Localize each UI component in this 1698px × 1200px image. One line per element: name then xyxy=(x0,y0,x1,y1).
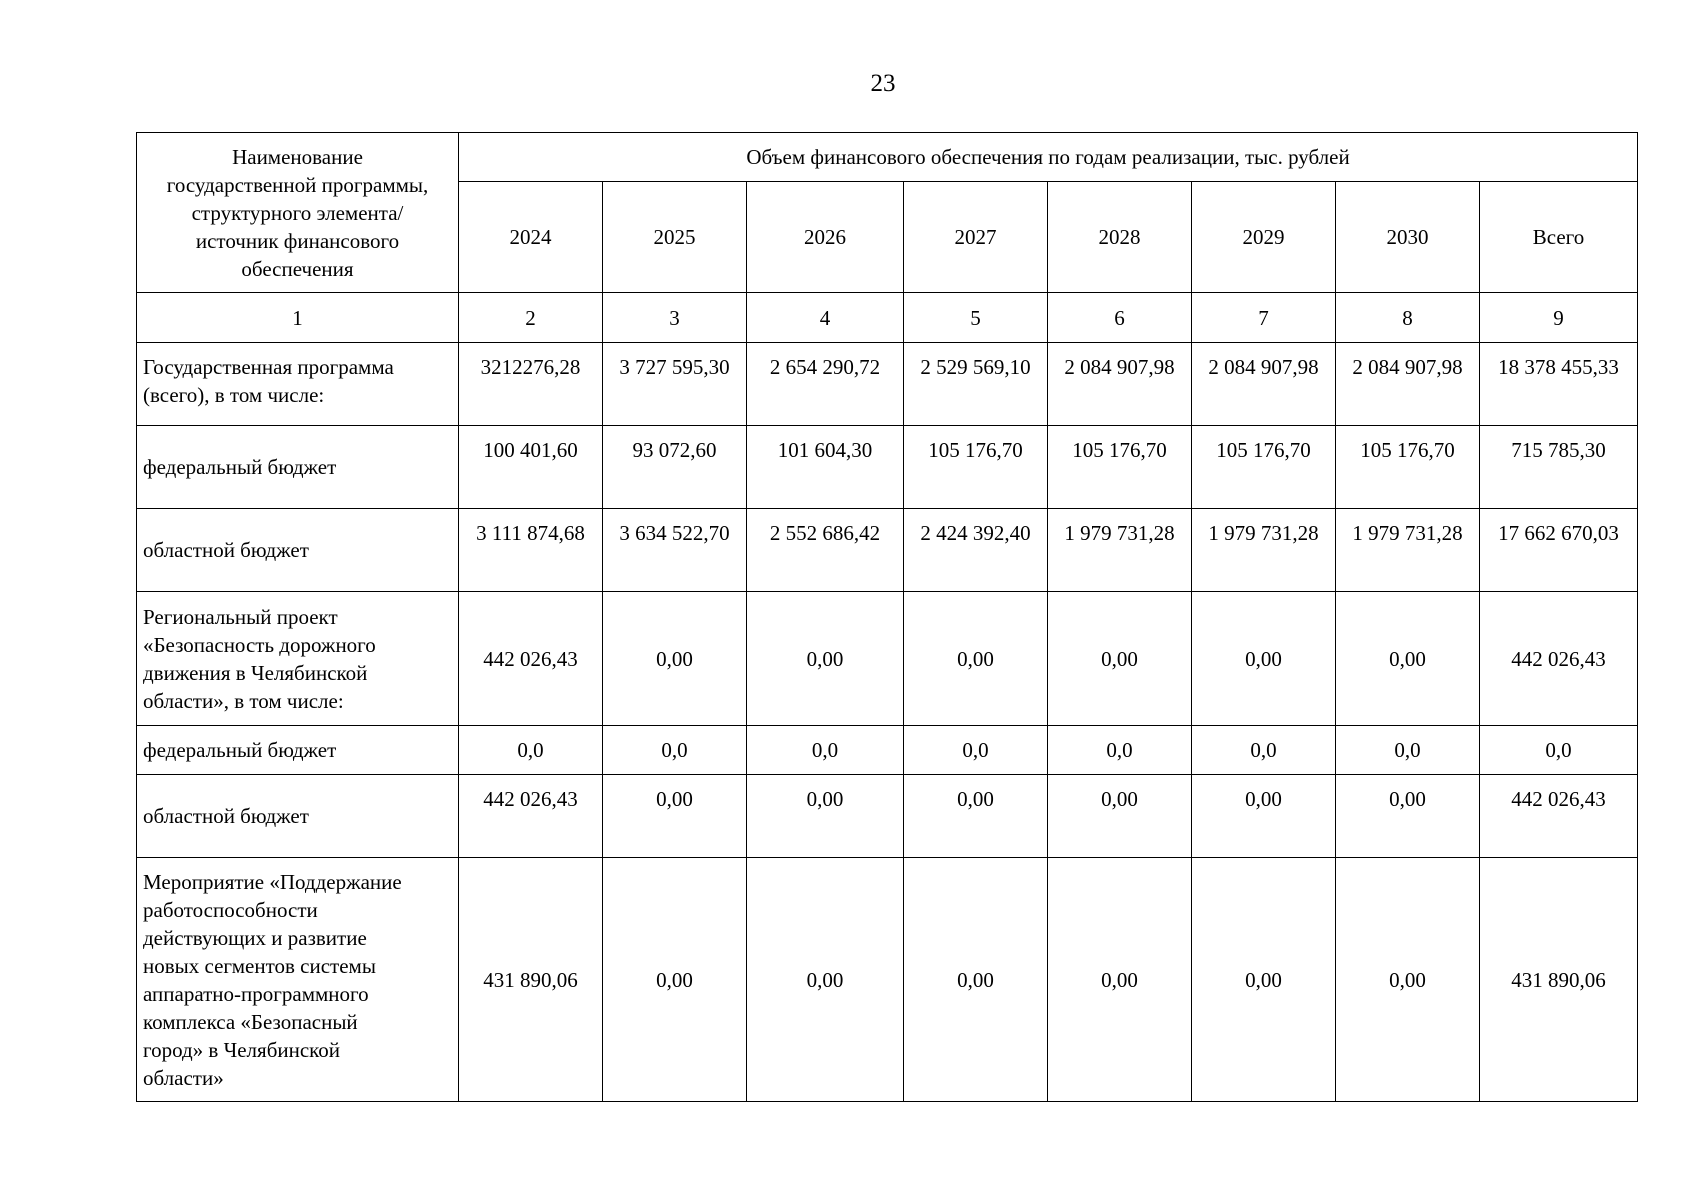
header-year: 2029 xyxy=(1192,182,1336,293)
cell-value: 1 979 731,28 xyxy=(1048,509,1192,592)
column-number: 5 xyxy=(904,293,1048,343)
cell-value: 0,00 xyxy=(1336,858,1480,1102)
cell-value: 3 727 595,30 xyxy=(603,343,747,426)
cell-value-total: 442 026,43 xyxy=(1480,592,1638,726)
header-row-column-numbers xyxy=(137,293,1638,343)
column-number: 7 xyxy=(1192,293,1336,343)
cell-value: 0,0 xyxy=(904,726,1048,775)
header-year: 2027 xyxy=(904,182,1048,293)
cell-value: 0,00 xyxy=(603,775,747,858)
column-number: 9 xyxy=(1480,293,1638,343)
cell-value: 0,00 xyxy=(904,592,1048,726)
cell-value: 105 176,70 xyxy=(1048,426,1192,509)
cell-value-total: 442 026,43 xyxy=(1480,775,1638,858)
cell-value: 0,0 xyxy=(1336,726,1480,775)
cell-value: 0,00 xyxy=(747,858,904,1102)
cell-value: 2 084 907,98 xyxy=(1192,343,1336,426)
financing-table xyxy=(136,132,1638,1102)
cell-value: 442 026,43 xyxy=(459,775,603,858)
header-year: 2030 xyxy=(1336,182,1480,293)
cell-value: 442 026,43 xyxy=(459,592,603,726)
header-name-column: Наименование государственной программы, структурного элемента/ источник финансового обеспечения xyxy=(137,133,459,293)
cell-value: 0,00 xyxy=(1336,775,1480,858)
cell-value: 3212276,28 xyxy=(459,343,603,426)
header-span-title: Объем финансового обеспечения по годам реализации, тыс. рублей xyxy=(459,133,1638,182)
cell-value: 0,0 xyxy=(603,726,747,775)
cell-value: 0,0 xyxy=(747,726,904,775)
cell-value: 93 072,60 xyxy=(603,426,747,509)
cell-value: 3 634 522,70 xyxy=(603,509,747,592)
row-name: федеральный бюджет xyxy=(137,726,459,775)
row-name: Государственная программа (всего), в том числе: xyxy=(137,343,459,426)
cell-value: 2 654 290,72 xyxy=(747,343,904,426)
row-name: областной бюджет xyxy=(137,775,459,858)
cell-value: 0,00 xyxy=(1192,775,1336,858)
cell-value: 105 176,70 xyxy=(1192,426,1336,509)
column-number: 4 xyxy=(747,293,904,343)
cell-value: 0,00 xyxy=(603,592,747,726)
column-number: 2 xyxy=(459,293,603,343)
cell-value: 0,00 xyxy=(747,775,904,858)
table-row-regional-project xyxy=(137,592,1638,726)
cell-value: 101 604,30 xyxy=(747,426,904,509)
row-name: областной бюджет xyxy=(137,509,459,592)
column-number: 6 xyxy=(1048,293,1192,343)
header-total: Всего xyxy=(1480,182,1638,293)
column-number: 3 xyxy=(603,293,747,343)
cell-value: 0,00 xyxy=(747,592,904,726)
header-row-title xyxy=(137,133,1638,182)
table-row-federal-budget xyxy=(137,726,1638,775)
cell-value: 2 084 907,98 xyxy=(1336,343,1480,426)
cell-value-total: 17 662 670,03 xyxy=(1480,509,1638,592)
row-name: Мероприятие «Поддержание работоспособности действующих и развитие новых сегментов системы аппаратно-программного комплекса «Безопасный город» в Челябинской области» xyxy=(137,858,459,1102)
cell-value: 105 176,70 xyxy=(904,426,1048,509)
cell-value: 0,00 xyxy=(1048,592,1192,726)
cell-value: 2 084 907,98 xyxy=(1048,343,1192,426)
cell-value: 0,00 xyxy=(1048,775,1192,858)
header-year: 2025 xyxy=(603,182,747,293)
cell-value: 431 890,06 xyxy=(459,858,603,1102)
cell-value: 0,00 xyxy=(603,858,747,1102)
cell-value: 0,00 xyxy=(904,858,1048,1102)
cell-value: 0,00 xyxy=(1192,858,1336,1102)
cell-value: 105 176,70 xyxy=(1336,426,1480,509)
cell-value: 0,0 xyxy=(1192,726,1336,775)
table-row-federal-budget xyxy=(137,426,1638,509)
cell-value: 2 529 569,10 xyxy=(904,343,1048,426)
table-row-regional-budget xyxy=(137,775,1638,858)
cell-value: 0,00 xyxy=(1048,858,1192,1102)
row-name: федеральный бюджет xyxy=(137,426,459,509)
header-year: 2028 xyxy=(1048,182,1192,293)
cell-value: 0,00 xyxy=(1192,592,1336,726)
cell-value: 2 424 392,40 xyxy=(904,509,1048,592)
column-number: 8 xyxy=(1336,293,1480,343)
cell-value: 1 979 731,28 xyxy=(1336,509,1480,592)
cell-value: 0,00 xyxy=(1336,592,1480,726)
cell-value: 0,0 xyxy=(1048,726,1192,775)
cell-value-total: 715 785,30 xyxy=(1480,426,1638,509)
cell-value: 1 979 731,28 xyxy=(1192,509,1336,592)
cell-value: 0,0 xyxy=(459,726,603,775)
cell-value: 100 401,60 xyxy=(459,426,603,509)
column-number: 1 xyxy=(137,293,459,343)
cell-value: 2 552 686,42 xyxy=(747,509,904,592)
table-row-program-total xyxy=(137,343,1638,426)
row-name: Региональный проект «Безопасность дорожного движения в Челябинской области», в том числе: xyxy=(137,592,459,726)
cell-value-total: 0,0 xyxy=(1480,726,1638,775)
table-row-regional-budget xyxy=(137,509,1638,592)
header-year: 2024 xyxy=(459,182,603,293)
header-year: 2026 xyxy=(747,182,904,293)
page-number: 23 xyxy=(870,70,896,97)
cell-value: 0,00 xyxy=(904,775,1048,858)
table-row-event xyxy=(137,858,1638,1102)
cell-value: 3 111 874,68 xyxy=(459,509,603,592)
cell-value-total: 18 378 455,33 xyxy=(1480,343,1638,426)
cell-value-total: 431 890,06 xyxy=(1480,858,1638,1102)
